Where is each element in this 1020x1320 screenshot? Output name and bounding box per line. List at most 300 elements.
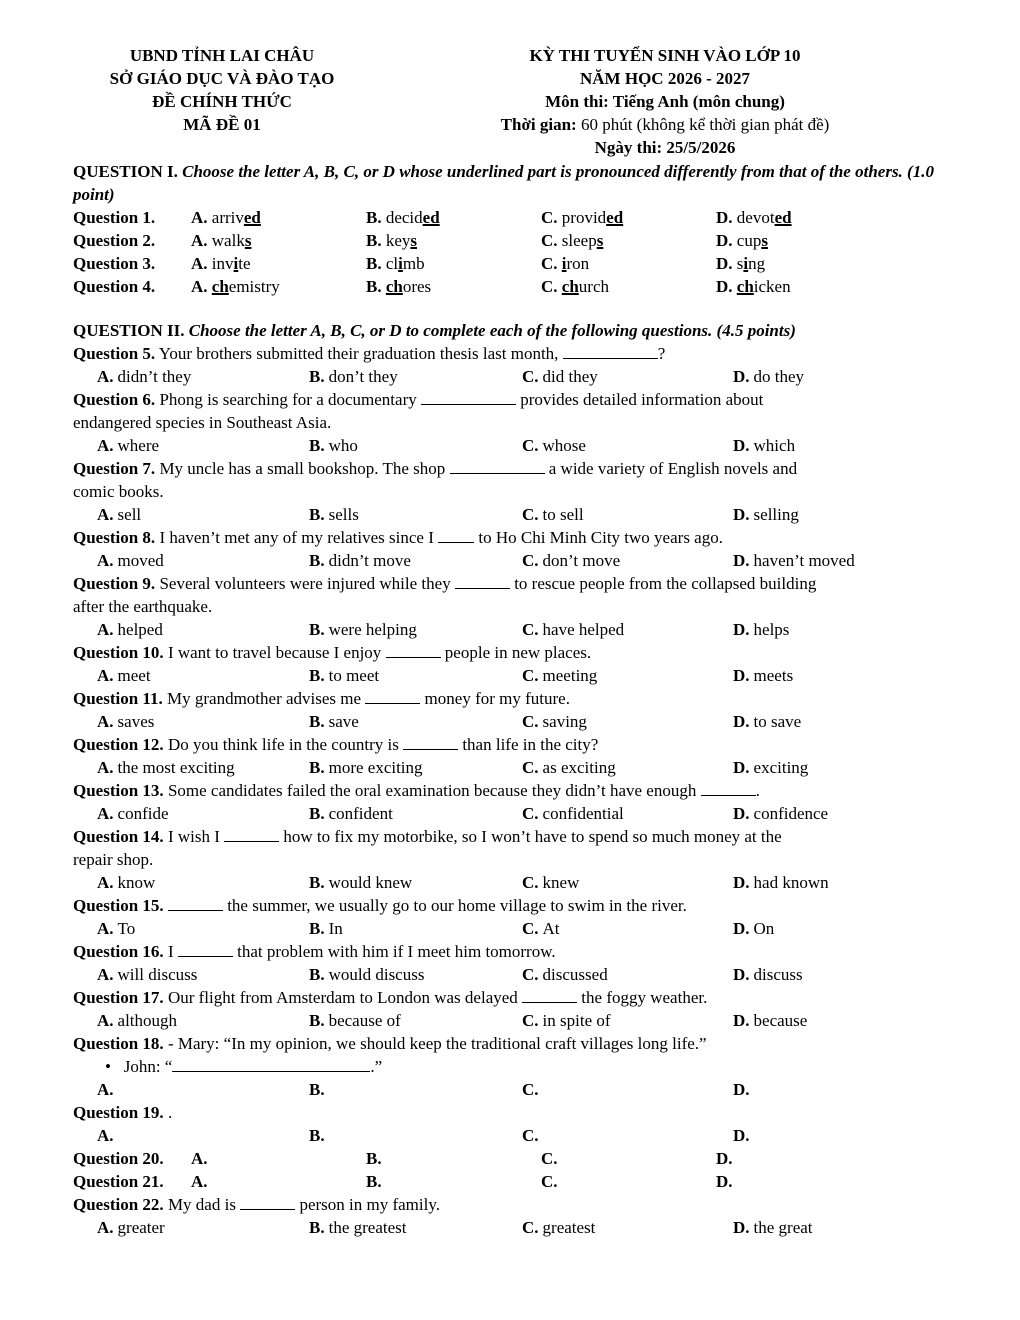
- stem-text: My uncle has a small bookshop. The shop: [155, 459, 450, 478]
- option-letter: D.: [733, 965, 750, 984]
- stem-text: My dad is: [163, 1195, 241, 1214]
- answer-option[interactable]: [309, 917, 522, 940]
- option-text: did they: [542, 367, 598, 386]
- stem-text: Our flight from Amsterdam to London was delayed: [163, 988, 523, 1007]
- answer-option[interactable]: [733, 1009, 933, 1032]
- option-letter: A.: [97, 551, 114, 570]
- answer-option[interactable]: B.: [366, 1149, 382, 1168]
- option-text: save: [328, 712, 359, 731]
- stem-text: I: [163, 942, 178, 961]
- word-part: te: [238, 254, 251, 273]
- pronunciation-question: [73, 229, 949, 252]
- answer-option[interactable]: [733, 365, 933, 388]
- word-part: inv: [211, 254, 234, 273]
- answer-option[interactable]: [522, 434, 733, 457]
- answer-option[interactable]: [309, 1124, 522, 1147]
- stem-text: .: [163, 1103, 173, 1122]
- stem-text: than life in the city?: [458, 735, 599, 754]
- answer-option[interactable]: [309, 503, 522, 526]
- option-letter: C.: [522, 367, 539, 386]
- question-stem: [73, 641, 949, 664]
- option-text: saves: [117, 712, 155, 731]
- option-letter: A.: [191, 231, 212, 250]
- answer-options: [73, 1124, 949, 1147]
- answer-option[interactable]: [309, 549, 522, 572]
- answer-option[interactable]: [97, 871, 309, 894]
- answer-options: [73, 1147, 949, 1170]
- answer-option[interactable]: [522, 1009, 733, 1032]
- option-text: discuss: [753, 965, 803, 984]
- answer-options: [73, 756, 949, 779]
- option-letter: C.: [522, 873, 539, 892]
- option-letter: D.: [733, 367, 750, 386]
- answer-option[interactable]: [97, 1009, 309, 1032]
- option-text: confide: [117, 804, 169, 823]
- answer-options: [73, 710, 949, 733]
- option-letter: D.: [733, 712, 750, 731]
- option-text: to save: [753, 712, 802, 731]
- option-text: because of: [328, 1011, 401, 1030]
- underlined-part: s: [410, 231, 418, 250]
- option-text: greater: [117, 1218, 165, 1237]
- word-part: cup: [736, 231, 762, 250]
- answer-option[interactable]: [97, 756, 309, 779]
- answer-option[interactable]: [309, 618, 522, 641]
- answer-option[interactable]: [716, 229, 916, 252]
- word-part: emistry: [228, 277, 280, 296]
- answer-blank[interactable]: [386, 643, 441, 658]
- answer-option[interactable]: [309, 871, 522, 894]
- answer-option[interactable]: [309, 963, 522, 986]
- answer-option[interactable]: A.: [191, 1149, 208, 1168]
- option-letter: C.: [541, 208, 562, 227]
- word-part: cl: [385, 254, 399, 273]
- question-stem-continued: endangered species in Southeast Asia.: [73, 413, 332, 432]
- answer-option[interactable]: [733, 710, 933, 733]
- section-2-questions: [73, 342, 949, 1239]
- answer-option[interactable]: [522, 1216, 733, 1239]
- stem-text: I haven’t met any of my relatives since I: [155, 528, 439, 547]
- answer-option[interactable]: [97, 1216, 309, 1239]
- stem-text: - Mary: “In my opinion, we should keep the traditional craft villages long life.”: [163, 1034, 707, 1053]
- answer-option[interactable]: [97, 802, 309, 825]
- answer-option[interactable]: [309, 802, 522, 825]
- answer-option[interactable]: [541, 206, 716, 229]
- word-part: key: [385, 231, 411, 250]
- stem-text: I want to travel because I enjoy: [163, 643, 386, 662]
- answer-option[interactable]: [97, 963, 309, 986]
- question-label: Question 18.: [73, 1034, 164, 1053]
- answer-blank[interactable]: [455, 574, 510, 589]
- answer-options: [73, 1170, 949, 1193]
- option-text: meets: [753, 666, 794, 685]
- answer-option[interactable]: [97, 1124, 309, 1147]
- option-letter: B.: [309, 1126, 325, 1145]
- option-letter: D.: [716, 277, 737, 296]
- option-text: had known: [753, 873, 829, 892]
- underlined-part: ch: [211, 277, 229, 296]
- stem-text: to rescue people from the collapsed building: [509, 574, 817, 593]
- stem-text: that problem with him if I meet him tomorrow.: [232, 942, 556, 961]
- option-letter: B.: [309, 436, 325, 455]
- answer-option[interactable]: [522, 618, 733, 641]
- stem-text: ?: [657, 344, 666, 363]
- answer-options: [73, 618, 949, 641]
- question-stem: [73, 457, 949, 480]
- option-letter: C.: [522, 666, 539, 685]
- answer-option[interactable]: [97, 618, 309, 641]
- answer-option[interactable]: [309, 1078, 522, 1101]
- answer-option[interactable]: [733, 618, 933, 641]
- option-text: didn’t they: [117, 367, 192, 386]
- answer-option[interactable]: [522, 1124, 733, 1147]
- question-stem: [73, 1101, 949, 1124]
- word-part: walk: [211, 231, 245, 250]
- answer-option[interactable]: [733, 756, 933, 779]
- answer-option[interactable]: [309, 710, 522, 733]
- answer-options: [73, 1216, 949, 1239]
- answer-option[interactable]: D.: [716, 1172, 733, 1191]
- question-label: Question 5.: [73, 344, 156, 363]
- option-letter: D.: [733, 919, 750, 938]
- subject: Môn thi: Tiếng Anh (môn chung): [545, 92, 785, 111]
- answer-blank[interactable]: [563, 344, 658, 359]
- answer-option[interactable]: [97, 503, 309, 526]
- stem-text: My grandmother advises me: [162, 689, 366, 708]
- answer-option[interactable]: [733, 664, 933, 687]
- official-exam-label: ĐỀ CHÍNH THỨC: [152, 92, 292, 111]
- answer-option[interactable]: [716, 252, 916, 275]
- answer-blank[interactable]: [240, 1195, 295, 1210]
- answer-blank[interactable]: [522, 988, 577, 1003]
- option-letter: D.: [733, 758, 750, 777]
- option-text: would knew: [328, 873, 413, 892]
- option-letter: D.: [716, 231, 737, 250]
- option-letter: A.: [191, 254, 212, 273]
- answer-option[interactable]: [366, 252, 541, 275]
- answer-option[interactable]: [522, 871, 733, 894]
- option-letter: B.: [309, 919, 325, 938]
- word-part: urch: [578, 277, 609, 296]
- option-letter: B.: [309, 965, 325, 984]
- option-letter: A.: [97, 1126, 114, 1145]
- question-label: Question 11.: [73, 689, 163, 708]
- answer-blank[interactable]: [224, 827, 279, 842]
- question-label: Question 17.: [73, 988, 164, 1007]
- option-letter: B.: [309, 804, 325, 823]
- answer-option[interactable]: [733, 963, 933, 986]
- word-part: s: [736, 254, 744, 273]
- option-text: don’t move: [542, 551, 621, 570]
- answer-option[interactable]: [309, 365, 522, 388]
- option-letter: A.: [97, 804, 114, 823]
- question-label: Question 13.: [73, 781, 164, 800]
- answer-option[interactable]: [97, 664, 309, 687]
- stem-text: person in my family.: [295, 1195, 440, 1214]
- pronunciation-question: [73, 206, 949, 229]
- option-text: didn’t move: [328, 551, 411, 570]
- answer-option[interactable]: [97, 549, 309, 572]
- option-letter: B.: [366, 254, 386, 273]
- option-letter: D.: [733, 873, 750, 892]
- answer-option[interactable]: [97, 917, 309, 940]
- question-stem-continued: repair shop.: [73, 850, 154, 869]
- exam-content: [73, 160, 949, 1239]
- option-text: because: [753, 1011, 808, 1030]
- option-letter: B.: [309, 505, 325, 524]
- option-letter: A.: [97, 712, 114, 731]
- answer-options: [73, 871, 949, 894]
- option-text: would discuss: [328, 965, 425, 984]
- answer-option[interactable]: [733, 549, 933, 572]
- option-letter: C.: [541, 277, 562, 296]
- option-text: do they: [753, 367, 805, 386]
- underlined-part: ed: [243, 208, 261, 227]
- option-letter: D.: [733, 551, 750, 570]
- option-letter: C.: [541, 254, 562, 273]
- question-label: Question 1.: [73, 208, 156, 227]
- option-text: saving: [542, 712, 587, 731]
- option-text: where: [117, 436, 160, 455]
- header-right: [430, 44, 900, 159]
- option-letter: A.: [97, 367, 114, 386]
- option-text: discussed: [542, 965, 608, 984]
- answer-option[interactable]: [733, 871, 933, 894]
- option-letter: C.: [522, 919, 539, 938]
- answer-option[interactable]: [716, 275, 916, 298]
- option-text: as exciting: [542, 758, 616, 777]
- answer-option[interactable]: [522, 963, 733, 986]
- answer-option[interactable]: [309, 756, 522, 779]
- option-text: know: [117, 873, 156, 892]
- question-label: Question 19.: [73, 1103, 164, 1122]
- answer-option[interactable]: [366, 206, 541, 229]
- answer-option[interactable]: [733, 802, 933, 825]
- option-text: whose: [542, 436, 586, 455]
- option-letter: D.: [733, 505, 750, 524]
- answer-option[interactable]: [716, 206, 916, 229]
- option-letter: A.: [97, 1080, 114, 1099]
- answer-option[interactable]: [366, 275, 541, 298]
- stem-text: people in new places.: [440, 643, 592, 662]
- answer-blank[interactable]: [172, 1057, 370, 1072]
- question-stem: [73, 572, 949, 595]
- option-letter: B.: [366, 208, 386, 227]
- answer-option[interactable]: [733, 917, 933, 940]
- question-stem: [73, 894, 949, 917]
- option-text: exciting: [753, 758, 809, 777]
- question-label: Question 14.: [73, 827, 164, 846]
- option-text: will discuss: [117, 965, 198, 984]
- option-letter: C.: [522, 551, 539, 570]
- answer-option[interactable]: [733, 1216, 933, 1239]
- option-letter: C.: [541, 231, 562, 250]
- answer-option[interactable]: [522, 1078, 733, 1101]
- answer-option[interactable]: [522, 664, 733, 687]
- option-text: although: [117, 1011, 178, 1030]
- header-left: [64, 44, 380, 136]
- option-text: the great: [753, 1218, 813, 1237]
- option-letter: D.: [733, 666, 750, 685]
- option-letter: A.: [97, 620, 114, 639]
- stem-text: Your brothers submitted their graduation thesis last month,: [155, 344, 563, 363]
- answer-option[interactable]: [309, 1216, 522, 1239]
- option-letter: A.: [191, 208, 212, 227]
- answer-option[interactable]: [733, 1124, 933, 1147]
- answer-option[interactable]: [733, 1078, 933, 1101]
- answer-option[interactable]: C.: [541, 1172, 558, 1191]
- question-stem: [73, 940, 949, 963]
- answer-option[interactable]: [97, 434, 309, 457]
- answer-option[interactable]: [97, 365, 309, 388]
- answer-option[interactable]: [522, 756, 733, 779]
- underlined-part: ed: [422, 208, 440, 227]
- stem-text: money for my future.: [420, 689, 570, 708]
- stem-text: provides detailed information about: [515, 390, 764, 409]
- option-letter: C.: [522, 505, 539, 524]
- answer-option[interactable]: [191, 206, 366, 229]
- answer-option[interactable]: [522, 710, 733, 733]
- option-text: helped: [117, 620, 163, 639]
- option-text: knew: [542, 873, 580, 892]
- question-stem: [73, 779, 949, 802]
- answer-option[interactable]: [522, 503, 733, 526]
- question-label: Question 4.: [73, 277, 156, 296]
- option-text: To: [117, 919, 136, 938]
- answer-option[interactable]: [309, 1009, 522, 1032]
- answer-option[interactable]: [191, 252, 366, 275]
- answer-option[interactable]: A.: [191, 1172, 208, 1191]
- option-letter: A.: [97, 965, 114, 984]
- option-letter: C.: [522, 620, 539, 639]
- question-label: Question 15.: [73, 896, 164, 915]
- section-2-heading: QUESTION II. Choose the letter A, B, C, or D to complete each of the following questions. (4.5 points): [73, 321, 796, 340]
- underlined-part: ed: [606, 208, 624, 227]
- option-text: confident: [328, 804, 393, 823]
- exam-code: MÃ ĐỀ 01: [183, 115, 261, 134]
- answer-options: [73, 434, 949, 457]
- word-part: sleep: [561, 231, 597, 250]
- answer-blank[interactable]: [365, 689, 420, 704]
- answer-options: [73, 1009, 949, 1032]
- answer-options: [73, 917, 949, 940]
- option-text: more exciting: [328, 758, 423, 777]
- question-label: Question 21.: [73, 1172, 164, 1191]
- option-letter: A.: [97, 873, 114, 892]
- question-label: Question 12.: [73, 735, 164, 754]
- answer-option[interactable]: [97, 710, 309, 733]
- option-letter: D.: [716, 254, 737, 273]
- word-part: ores: [402, 277, 432, 296]
- answer-options: [73, 549, 949, 572]
- question-stem: [73, 388, 949, 411]
- option-text: haven’t moved: [753, 551, 855, 570]
- option-letter: B.: [366, 277, 386, 296]
- answer-blank[interactable]: [168, 896, 223, 911]
- word-part: ron: [566, 254, 590, 273]
- answer-option[interactable]: [541, 275, 716, 298]
- option-text: meet: [117, 666, 151, 685]
- answer-options: [73, 1078, 949, 1101]
- option-letter: B.: [309, 367, 325, 386]
- question-stem: [73, 825, 949, 848]
- answer-blank[interactable]: [438, 528, 474, 543]
- answer-option[interactable]: [309, 664, 522, 687]
- option-text: which: [753, 436, 796, 455]
- question-label: Question 8.: [73, 528, 156, 547]
- word-part: mb: [402, 254, 425, 273]
- answer-blank[interactable]: [403, 735, 458, 750]
- question-stem-continued: comic books.: [73, 482, 164, 501]
- option-text: have helped: [542, 620, 625, 639]
- word-part: devot: [736, 208, 775, 227]
- stem-text: how to fix my motorbike, so I won’t have to spend so much money at the: [279, 827, 782, 846]
- answer-blank[interactable]: [178, 942, 233, 957]
- answer-option[interactable]: [97, 1078, 309, 1101]
- stem-text: the foggy weather.: [577, 988, 708, 1007]
- question-stem: [73, 342, 949, 365]
- answer-blank[interactable]: [421, 390, 516, 405]
- option-text: In: [328, 919, 343, 938]
- answer-options: [73, 503, 949, 526]
- option-text: the greatest: [328, 1218, 407, 1237]
- answer-option[interactable]: [522, 917, 733, 940]
- answer-blank[interactable]: [701, 781, 756, 796]
- underlined-part: ch: [561, 277, 579, 296]
- underlined-part: ch: [385, 277, 403, 296]
- answer-option[interactable]: C.: [541, 1149, 558, 1168]
- option-letter: B.: [309, 758, 325, 777]
- exam-date: Ngày thi: 25/5/2026: [594, 138, 736, 157]
- answer-option[interactable]: [522, 549, 733, 572]
- answer-option[interactable]: [191, 275, 366, 298]
- option-letter: A.: [97, 436, 114, 455]
- stem-text: the summer, we usually go to our home village to swim in the river.: [222, 896, 687, 915]
- question-stem: [73, 1193, 949, 1216]
- question-label: Question 10.: [73, 643, 164, 662]
- answer-option[interactable]: [522, 802, 733, 825]
- option-text: the most exciting: [117, 758, 235, 777]
- pronunciation-question: [73, 275, 949, 298]
- word-part: provid: [561, 208, 607, 227]
- option-letter: D.: [716, 208, 737, 227]
- option-letter: D.: [733, 1011, 750, 1030]
- option-letter: D.: [733, 436, 750, 455]
- underlined-part: i: [398, 254, 403, 273]
- option-letter: D.: [733, 1126, 750, 1145]
- stem-text: Do you think life in the country is: [163, 735, 404, 754]
- stem-text: .: [755, 781, 760, 800]
- answer-option[interactable]: [733, 434, 933, 457]
- answer-option[interactable]: D.: [716, 1149, 733, 1168]
- school-year: NĂM HỌC 2026 - 2027: [580, 69, 750, 88]
- answer-option[interactable]: [541, 252, 716, 275]
- answer-option[interactable]: [541, 229, 716, 252]
- answer-option[interactable]: [733, 503, 933, 526]
- answer-option[interactable]: [366, 229, 541, 252]
- question-label: Question 2.: [73, 231, 156, 250]
- option-text: confidence: [753, 804, 829, 823]
- answer-options: [73, 963, 949, 986]
- answer-blank[interactable]: [450, 459, 545, 474]
- answer-option[interactable]: [522, 365, 733, 388]
- answer-option[interactable]: [191, 229, 366, 252]
- answer-option[interactable]: B.: [366, 1172, 382, 1191]
- answer-option[interactable]: [309, 434, 522, 457]
- pronunciation-question: [73, 252, 949, 275]
- option-letter: B.: [309, 1080, 325, 1099]
- underlined-part: ch: [736, 277, 754, 296]
